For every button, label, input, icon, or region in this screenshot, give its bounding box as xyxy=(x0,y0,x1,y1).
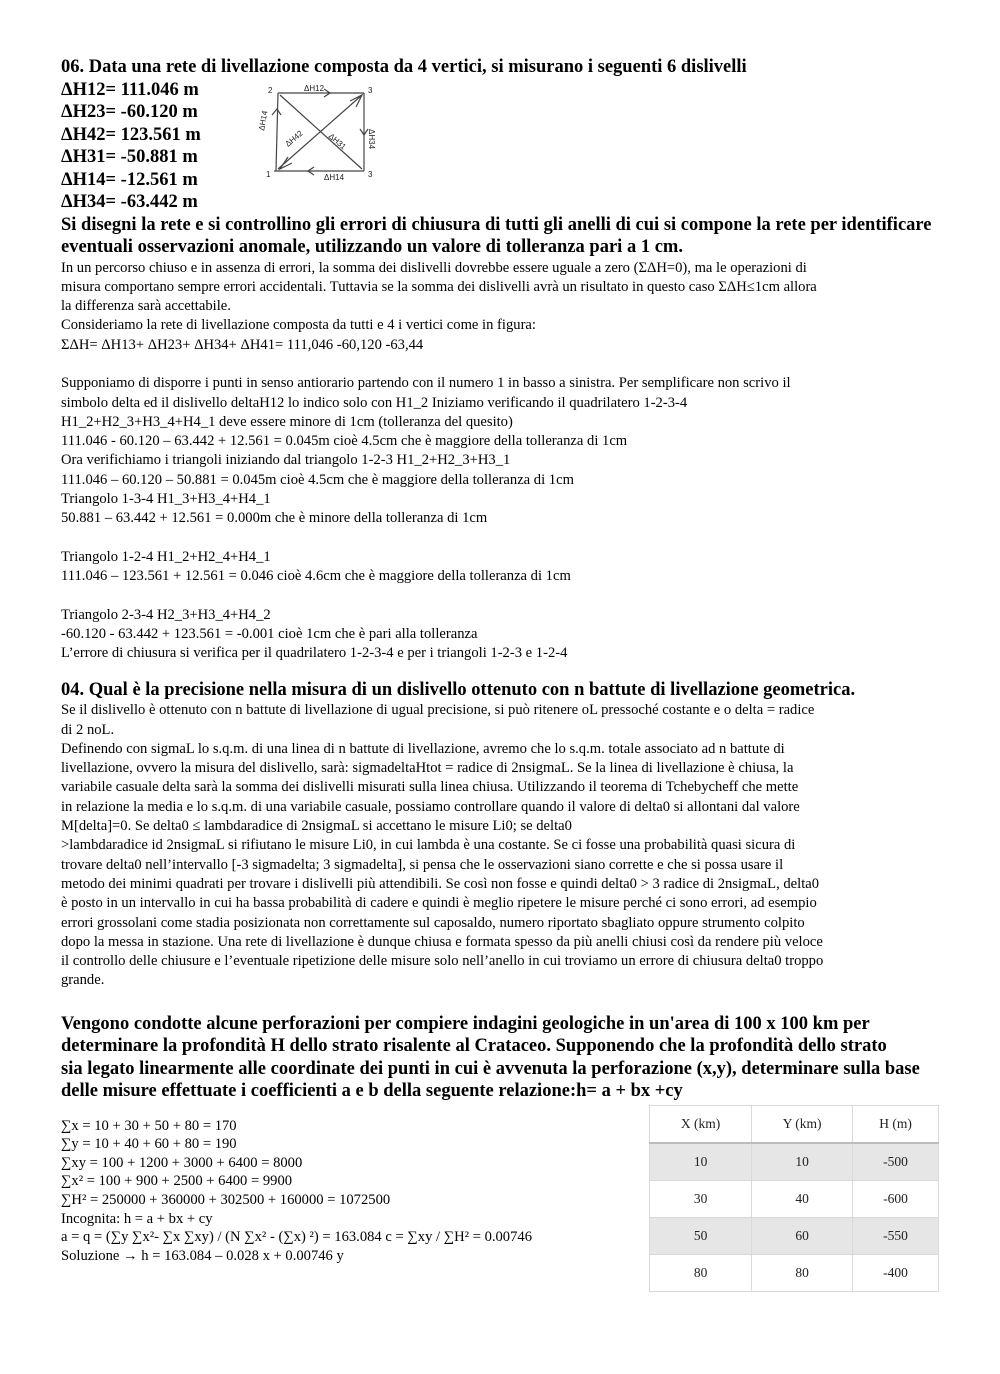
spacer xyxy=(61,355,941,374)
text-line: Consideriamo la rete di livellazione composta da tutti e 4 i vertici come in figura: xyxy=(61,317,536,334)
text-line: Definendo con sigmaL lo s.q.m. di una linea di n battute di livellazione, avremo che lo s.q.m. totale associato ad n battute di xyxy=(61,740,785,757)
formula-line: ∑H² = 250000 + 360000 + 302500 + 160000 = 1072500 xyxy=(61,1192,391,1209)
edge-label: ΔH14 xyxy=(324,172,345,182)
table-row xyxy=(650,1143,939,1181)
table-cell: 10 xyxy=(752,1143,853,1181)
delta-item: ΔH23= -60.120 m xyxy=(61,102,198,122)
formula-list xyxy=(61,1117,532,1292)
text-line: trovare delta0 nell’intervallo [-3 sigmadelta; 3 sigmadelta], si pensa che le osservazioni siano corrette e che si possa usare il xyxy=(61,856,784,873)
table-cell: 30 xyxy=(650,1180,752,1217)
table-row xyxy=(650,1180,939,1217)
vertex-label: 3 xyxy=(368,85,373,95)
table-cell: 10 xyxy=(650,1143,752,1181)
drilling-data-table xyxy=(649,1105,939,1292)
title-line: sia legato linearmente alle coordinate dei punti in cui è avvenuta la perforazione (x,y), determinare sulla base xyxy=(61,1058,920,1079)
title-line: determinare la profondità H dello strato risalente al Crataceo. Supponendo che la profondità dello strato xyxy=(61,1036,887,1057)
text-line: simbolo delta ed il dislivello deltaH12 lo indico solo con H1_2 Iniziamo verificando il quadrilatero 1-2-3-4 xyxy=(61,394,688,411)
title-line: delle misure effettuate i coefficienti a e b della seguente relazione:h= a + bx +cy xyxy=(61,1081,683,1102)
solution-and-table xyxy=(61,1117,941,1292)
table-cell: 80 xyxy=(650,1254,752,1291)
delta-item: ΔH14= -12.561 m xyxy=(61,169,198,190)
text-line: in relazione la media e lo s.q.m. di una variabile casuale, possiamo controllare quando il valore di delta0 si allontani dal valore xyxy=(61,798,800,815)
question-04-answer xyxy=(61,701,941,990)
delta-item: ΔH34= -63.442 m xyxy=(61,192,198,212)
text-line: variabile casuale delta sarà la somma dei dislivelli misurati sulla linea chiusa. Utilizzando il teorema di Tchebycheff che mette xyxy=(61,779,799,796)
text-line: Triangolo 2-3-4 H2_3+H3_4+H4_2 xyxy=(61,606,271,623)
text-line: la differenza sarà accettabile. xyxy=(61,298,231,315)
table-cell: -550 xyxy=(853,1217,939,1254)
text-line: H1_2+H2_3+H3_4+H4_1 deve essere minore di 1cm (tolleranza del quesito) xyxy=(61,413,513,430)
text-line: Triangolo 1-3-4 H1_3+H3_4+H4_1 xyxy=(61,491,271,508)
text-line: grande. xyxy=(61,972,105,989)
text-line: misura comportano sempre errori accidentali. Tuttavia se la somma dei dislivelli avrà un risultato in questo caso ΣΔH≤1cm allora xyxy=(61,278,817,295)
title-line: Vengono condotte alcune perforazioni per compiere indagini geologiche in un'area di 100 x 100 km per xyxy=(61,1013,870,1034)
delta-list xyxy=(61,79,266,214)
formula-line: ∑x = 10 + 30 + 50 + 80 = 170 xyxy=(61,1117,237,1134)
question-3-title xyxy=(61,1013,941,1103)
table-cell: -400 xyxy=(853,1254,939,1291)
text-line: M[delta]=0. Se delta0 ≤ lambdaradice di 2nsigmaL si accettano le misure Li0; se delta0 xyxy=(61,818,572,835)
delta-item: ΔH31= -50.881 m xyxy=(61,147,198,167)
spacer xyxy=(61,529,941,548)
table-cell: 80 xyxy=(752,1254,853,1291)
vertex-label: 1 xyxy=(266,169,271,179)
table-cell: 60 xyxy=(752,1217,853,1254)
text-line: il controllo delle chiusure e l’eventuale ripetizione delle misure solo nell’anello in cui troviamo un errore di chiusura delta0 troppo xyxy=(61,953,824,970)
leveling-network-sketch xyxy=(257,83,386,182)
table-header: H (m) xyxy=(853,1105,939,1143)
question-04-title: 04. Qual è la precisione nella misura di un dislivello ottenuto con n battute di livellazione geometrica. xyxy=(61,679,856,700)
vertex-label: 3 xyxy=(368,169,373,179)
text-line: 111.046 – 60.120 – 50.881 = 0.045m cioè 4.5cm che è maggiore della tolleranza di 1cm xyxy=(61,471,574,488)
text-line: L’errore di chiusura si verifica per il quadrilatero 1-2-3-4 e per i triangoli 1-2-3 e 1-2-4 xyxy=(61,645,568,662)
table-cell: 40 xyxy=(752,1180,853,1217)
text-line: errori grossolani come stadia posizionata non correttamente sul caposaldo, numero riportato sbagliato oppure strumento colpito xyxy=(61,914,805,931)
edge-left xyxy=(276,93,278,171)
delta-item: ΔH12= 111.046 m xyxy=(61,79,199,100)
edge-label: ΔH42 xyxy=(283,128,305,149)
question-06-task: Si disegni la rete e si controllino gli errori di chiusura di tutti gli anelli di cui si compone la rete per identificare eventuali osservazioni anomale, utilizzando un valore di tolleranza pari a 1 cm. xyxy=(61,214,932,257)
formula-line: a = q = (∑y ∑x²- ∑x ∑xy) / (N ∑x² - (∑x) ²) = 163.084 c = ∑xy / ∑H² = 0.00746 xyxy=(61,1229,532,1246)
text-line: In un percorso chiuso e in assenza di errori, la somma dei dislivelli dovrebbe essere uguale a zero (ΣΔH=0), ma le operazioni di xyxy=(61,259,807,276)
delta-item: ΔH42= 123.561 m xyxy=(61,124,201,145)
formula-line: ∑x² = 100 + 900 + 2500 + 6400 = 9900 xyxy=(61,1173,293,1190)
edge-label: ΔH14 xyxy=(257,109,270,131)
text-line: ΣΔH= ΔH13+ ΔH23+ ΔH34+ ΔH41= 111,046 -60,120 -63,44 xyxy=(61,336,424,353)
formula-line: Incognita: h = a + bx + cy xyxy=(61,1210,213,1227)
edge-label: ΔH34 xyxy=(367,128,376,149)
text-line: 111.046 - 60.120 – 63.442 + 12.561 = 0.045m cioè 4.5cm che è maggiore della tolleranza di 1cm xyxy=(61,433,628,450)
text-line: 111.046 – 123.561 + 12.561 = 0.046 cioè 4.6cm che è maggiore della tolleranza di 1cm xyxy=(61,568,571,585)
edge-label: ΔH31 xyxy=(326,131,348,151)
spacer xyxy=(61,587,941,606)
text-line: livellazione, ovvero la misura del dislivello, sarà: sigmadeltaHtot = radice di 2nsigmaL. Se la linea di livellazione è chiusa, la xyxy=(61,760,794,777)
text-line: Triangolo 1-2-4 H1_2+H2_4+H4_1 xyxy=(61,548,271,565)
text-line: è posto in un intervallo in cui ha bassa probabilità di cadere e quindi è meglio ripetere le misure perché ci sono errori, ad esempio xyxy=(61,895,817,912)
arrow-icon xyxy=(272,109,281,115)
vertex-label: 2 xyxy=(268,85,273,95)
table-cell: 50 xyxy=(650,1217,752,1254)
formula-line: ∑xy = 100 + 1200 + 3000 + 6400 = 8000 xyxy=(61,1154,303,1171)
table-cell: -600 xyxy=(853,1180,939,1217)
document-page xyxy=(61,56,941,1292)
text-line: Se il dislivello è ottenuto con n battute di livellazione di ugual precisione, si può ritenere oL pressoché costante e o delta = radice xyxy=(61,702,815,719)
formula-line: Soluzione → h = 163.084 – 0.028 x + 0.00746 y xyxy=(61,1247,344,1264)
question-06-answer xyxy=(61,259,941,664)
text-line: Supponiamo di disporre i punti in senso antiorario partendo con il numero 1 in basso a sinistra. Per semplificare non scrivo il xyxy=(61,375,791,392)
text-line: >lambdaradice id 2nsigmaL si rifiutano le misure Li0, in cui lambda è una costante. Se ci fosse una probabilità quasi sicura di xyxy=(61,837,796,854)
table-cell: -500 xyxy=(853,1143,939,1181)
edge-label: ΔH12 xyxy=(304,83,325,93)
spacer xyxy=(61,991,941,1013)
text-line: metodo dei minimi quadrati per trovare i dislivelli più attendibili. Se così non fosse e quindi delta0 > 3 radice di 2nsigmaL, delta0 xyxy=(61,875,820,892)
table-row xyxy=(650,1217,939,1254)
text-line: Ora verifichiamo i triangoli iniziando dal triangolo 1-2-3 H1_2+H2_3+H3_1 xyxy=(61,452,511,469)
text-line: -60.120 - 63.442 + 123.561 = -0.001 cioè 1cm che è pari alla tolleranza xyxy=(61,626,478,643)
text-line: dopo la messa in stazione. Una rete di livellazione è dunque chiusa e formata spesso da più anelli chiusi così da rendere più veloce xyxy=(61,933,823,950)
table-header: Y (km) xyxy=(752,1105,853,1143)
table-header: X (km) xyxy=(650,1105,752,1143)
spacer xyxy=(61,664,941,679)
table-row xyxy=(650,1254,939,1291)
text-line: 50.881 – 63.442 + 12.561 = 0.000m che è minore della tolleranza di 1cm xyxy=(61,510,488,527)
question-06-title: 06. Data una rete di livellazione composta da 4 vertici, si misurano i seguenti 6 dislivelli xyxy=(61,57,747,77)
formula-line: ∑y = 10 + 40 + 60 + 80 = 190 xyxy=(61,1136,237,1153)
table-header-row xyxy=(650,1105,939,1143)
deltas-and-figure xyxy=(61,79,941,214)
text-line: di 2 noL. xyxy=(61,721,115,738)
